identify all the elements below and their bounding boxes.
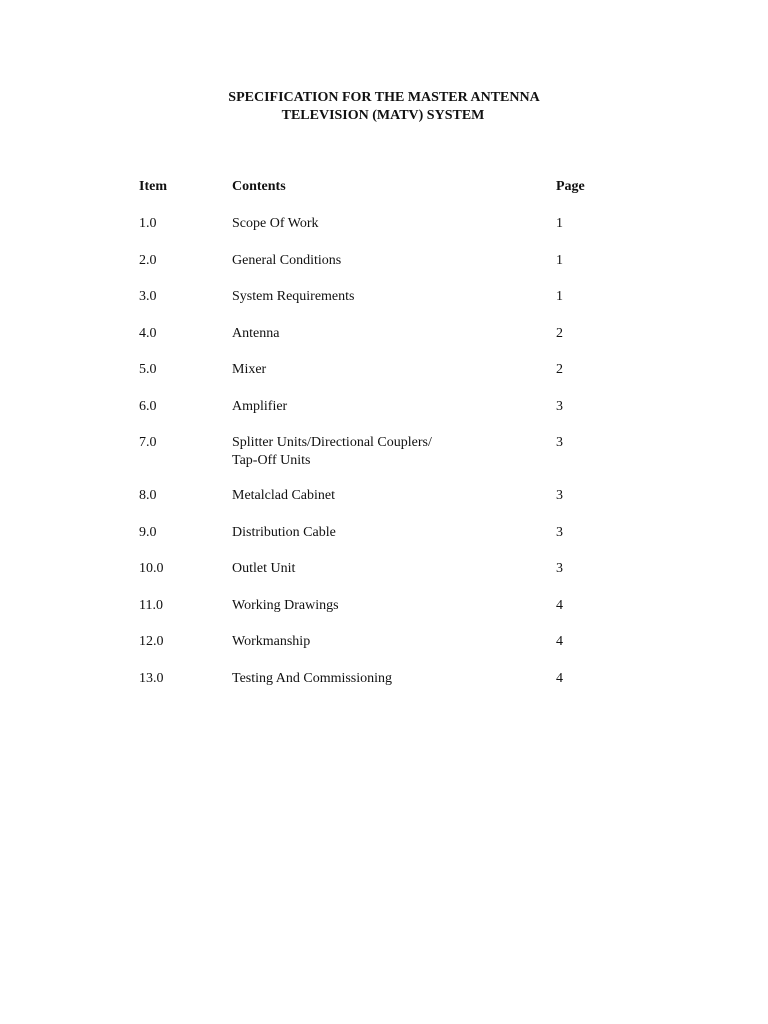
toc-row [139,434,619,487]
title-line-2: TELEVISION (MATV) SYSTEM [281,108,485,123]
title-line-1: SPECIFICATION FOR THE MASTER ANTENNA [228,90,540,105]
toc-row [139,670,619,707]
toc-row [139,560,619,597]
toc-item-number: 8.0 [139,488,157,503]
toc-item-title: Outlet Unit [232,561,296,576]
toc-item-page: 3 [556,398,563,414]
toc-item-title: Scope Of Work [232,216,319,231]
toc-header-row [139,178,619,215]
toc-item-number: 13.0 [139,670,164,686]
toc-item-number: 10.0 [139,561,164,576]
toc-item-page: 2 [556,362,563,377]
toc-item-page: 2 [556,325,563,341]
toc-item-page: 1 [556,216,563,231]
toc-item-title: Working Drawings [232,597,339,613]
toc-item-title: Testing And Commissioning [232,670,393,686]
header-contents: Contents [232,179,286,194]
toc-item-number: 9.0 [139,524,157,540]
toc-item-page: 4 [556,670,563,686]
toc-item-page: 4 [556,597,563,613]
toc-row [139,633,619,670]
toc-row [139,252,619,289]
toc-item-title: System Requirements [232,289,355,304]
toc-item-title: Metalclad Cabinet [232,488,336,503]
toc-item-page: 3 [556,524,563,540]
toc-item-page: 1 [556,289,563,304]
toc-item-title: Amplifier [232,398,288,414]
toc-item-title-line-1: Splitter Units/Directional Couplers/ [232,435,432,450]
table-of-contents [139,178,619,706]
toc-item-title: General Conditions [232,252,342,268]
toc-item-page: 4 [556,634,563,649]
toc-item-title: Workmanship [232,634,311,649]
toc-item-title-line-2: Tap-Off Units [232,453,311,468]
toc-item-number: 2.0 [139,252,157,268]
toc-item-title: Mixer [232,362,267,377]
toc-item-page: 3 [556,561,563,576]
toc-item-number: 6.0 [139,398,157,414]
toc-item-number: 11.0 [139,597,163,613]
header-page: Page [556,179,585,194]
header-item: Item [139,179,167,194]
document-title [0,89,768,125]
toc-item-number: 1.0 [139,216,157,231]
toc-item-page: 3 [556,435,563,450]
toc-item-number: 12.0 [139,634,164,649]
toc-row [139,325,619,362]
toc-row [139,597,619,634]
toc-item-title [232,434,532,470]
toc-row [139,487,619,524]
toc-item-title: Distribution Cable [232,524,336,540]
toc-item-number: 7.0 [139,435,157,450]
toc-row [139,398,619,435]
toc-item-page: 3 [556,488,563,503]
toc-item-number: 4.0 [139,325,157,341]
toc-item-page: 1 [556,252,563,268]
toc-item-number: 5.0 [139,362,157,377]
toc-row [139,524,619,561]
toc-item-number: 3.0 [139,289,157,304]
toc-item-title: Antenna [232,325,280,341]
toc-row [139,288,619,325]
toc-row [139,215,619,252]
toc-row [139,361,619,398]
